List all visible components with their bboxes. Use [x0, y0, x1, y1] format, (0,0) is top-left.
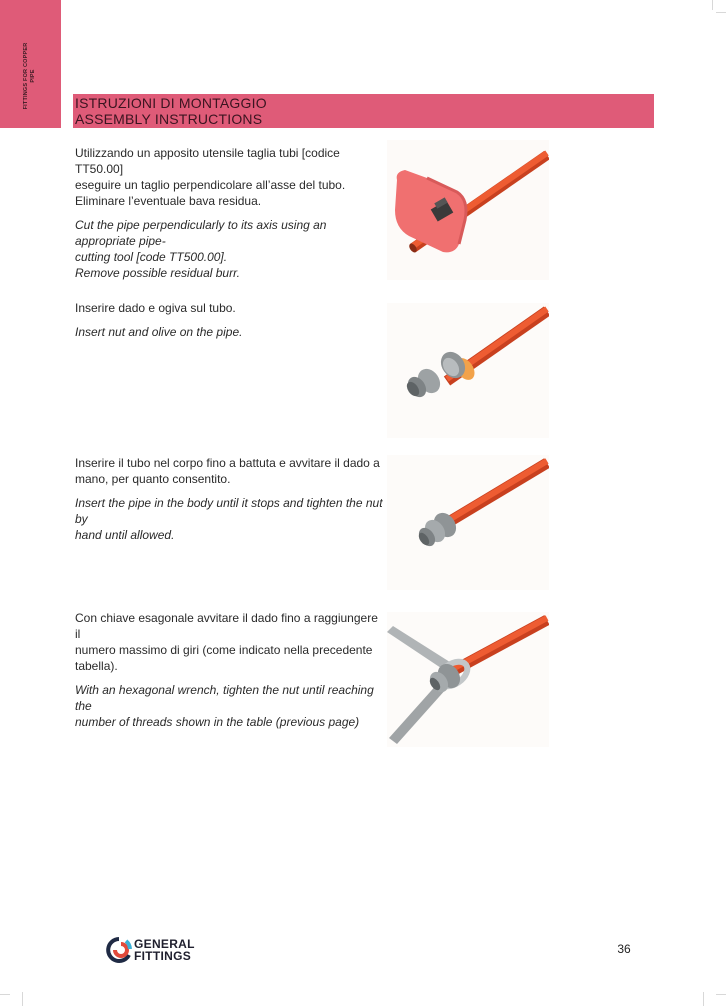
crop-mark: [716, 994, 726, 995]
step-1-illustration: [387, 140, 549, 280]
text-line: eseguire un taglio perpendicolare all’asse del tubo.: [75, 178, 346, 192]
step-2-text: [75, 300, 385, 340]
section-side-tab: [0, 0, 61, 128]
step-4-it: [75, 610, 385, 674]
section-header: [73, 94, 654, 128]
step-4-en: [75, 682, 385, 730]
text-line: Insert the pipe in the body until it stops and tighten the nut by: [75, 496, 383, 526]
crop-mark: [0, 994, 10, 995]
text-line: number of threads shown in the table (previous page): [75, 715, 360, 729]
text-line: Remove possible residual burr.: [75, 266, 240, 280]
crop-mark: [712, 0, 713, 10]
step-1-text: [75, 145, 385, 281]
text-line: tabella).: [75, 659, 118, 673]
step-3-en: [75, 495, 385, 543]
logo-mark-icon: [106, 936, 132, 966]
crop-mark: [22, 992, 23, 1006]
header-title-it: ISTRUZIONI DI MONTAGGIO: [75, 95, 267, 111]
text-line: Eliminare l’eventuale bava residua.: [75, 194, 262, 208]
text-line: With an hexagonal wrench, tighten the nut until reaching the: [75, 683, 374, 713]
text-line: Inserire il tubo nel corpo fino a battuta e avvitare il dado a: [75, 456, 380, 470]
text-line: cutting tool [code TT500.00].: [75, 250, 228, 264]
logo-line-1: GENERAL: [134, 937, 195, 951]
step-3-illustration: [387, 455, 549, 590]
text-line: Inserire dado e ogiva sul tubo.: [75, 301, 236, 315]
text-line: Con chiave esagonale avvitare il dado fino a raggiungere il: [75, 611, 378, 641]
text-line: hand until allowed.: [75, 528, 175, 542]
step-2-it: [75, 300, 385, 316]
step-1-it: [75, 145, 385, 209]
text-line: mano, per quanto consentito.: [75, 472, 231, 486]
step-3-it: [75, 455, 385, 487]
crop-mark: [703, 992, 704, 1006]
crop-mark: [716, 12, 726, 13]
text-line: Utilizzando un apposito utensile taglia tubi [codice TT50.00]: [75, 146, 340, 176]
text-line: Cut the pipe perpendicularly to its axis using an appropriate pipe-: [75, 218, 327, 248]
header-title-en: ASSEMBLY INSTRUCTIONS: [75, 111, 263, 127]
step-2-illustration: [387, 303, 549, 438]
logo-line-2: FITTINGS: [134, 949, 192, 963]
text-line: Insert nut and olive on the pipe.: [75, 325, 243, 339]
step-2-en: [75, 324, 385, 340]
section-side-tab-label: FITTINGS FOR COPPER PIPE: [23, 42, 36, 110]
text-line: numero massimo di giri (come indicato nella precedente: [75, 643, 373, 657]
step-1-en: [75, 217, 385, 281]
logo-wordmark: [134, 938, 195, 962]
page-number: 36: [617, 942, 631, 956]
company-logo: [106, 936, 216, 966]
step-4-illustration: [387, 612, 549, 747]
step-3-text: [75, 455, 385, 543]
step-4-text: [75, 610, 385, 730]
